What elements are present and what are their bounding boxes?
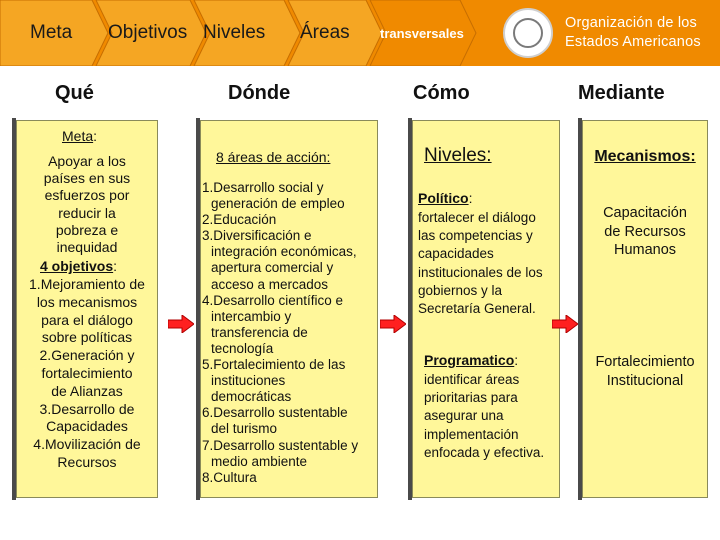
org-name — [565, 14, 701, 52]
politico-heading: Político: — [418, 190, 473, 206]
org-name-line2: Estados Americanos — [565, 34, 701, 50]
politico-text: fortalecer el diálogo las competencias y capacidades institucionales de los gobiernos y la Secretaría General. — [418, 210, 543, 317]
arrow-right-icon — [552, 315, 578, 333]
niveles-heading: Niveles: — [424, 145, 492, 166]
mecanismo-fortalecimiento: Fortalecimiento Institucional — [595, 354, 695, 389]
programatico-heading: Programatico: — [424, 352, 519, 368]
meta-heading: Meta: — [62, 128, 98, 144]
mecanismo-capacitacion: Capacitación de Recursos Humanos — [603, 205, 687, 258]
org-name-line1: Organización de los — [565, 15, 697, 31]
chevron-label-transversales: transversales — [380, 25, 464, 41]
meta-text: Apoyar a los países en sus esfuerzos por reducir la pobreza e inequidad — [43, 153, 131, 256]
box-mediante — [582, 120, 708, 498]
column-heading-mediante: Mediante — [578, 82, 665, 104]
oas-seal-icon — [503, 8, 553, 58]
chevron-label-objetivos: Objetivos — [108, 22, 188, 43]
objetivos-heading: 4 objetivos: — [40, 258, 118, 274]
column-heading-donde: Dónde — [228, 82, 291, 104]
column-heading-como: Cómo — [413, 82, 470, 104]
arrow-right-icon — [168, 315, 194, 333]
header-bar — [0, 0, 720, 66]
objetivos-list: 1.Mejoramiento de los mecanismos para el diálogo sobre políticas 2.Generación y fortalecimiento de Alianzas 3.Desarrollo de Capacidades 4.Movilización de Recursos — [29, 276, 145, 470]
chevron-label-meta: Meta — [30, 22, 73, 43]
programatico-text: identificar áreas prioritarias para asegurar una implementación enfocada y efectiva. — [424, 372, 545, 460]
areas-heading: 8 áreas de acción: — [216, 149, 331, 165]
mecanismos-heading: Mecanismos: — [594, 148, 696, 165]
areas-list: 1.Desarrollo social y generación de empleo 2.Educación 3.Diversificación e integración económicas, apertura comercial y acceso a mercados 4.Desarrollo científico e intercambio y transferencia de tecnología 5.Fortalecimiento de las instituciones democráticas 6.Desarrollo sustentable del turismo 7.Desarrollo sustentable y medio ambiente 8.Cultura — [202, 180, 359, 485]
chevron-label-areas: Áreas — [300, 22, 350, 43]
arrow-right-icon — [380, 315, 406, 333]
chevron-label-niveles: Niveles — [203, 22, 266, 43]
column-heading-que: Qué — [55, 82, 94, 104]
